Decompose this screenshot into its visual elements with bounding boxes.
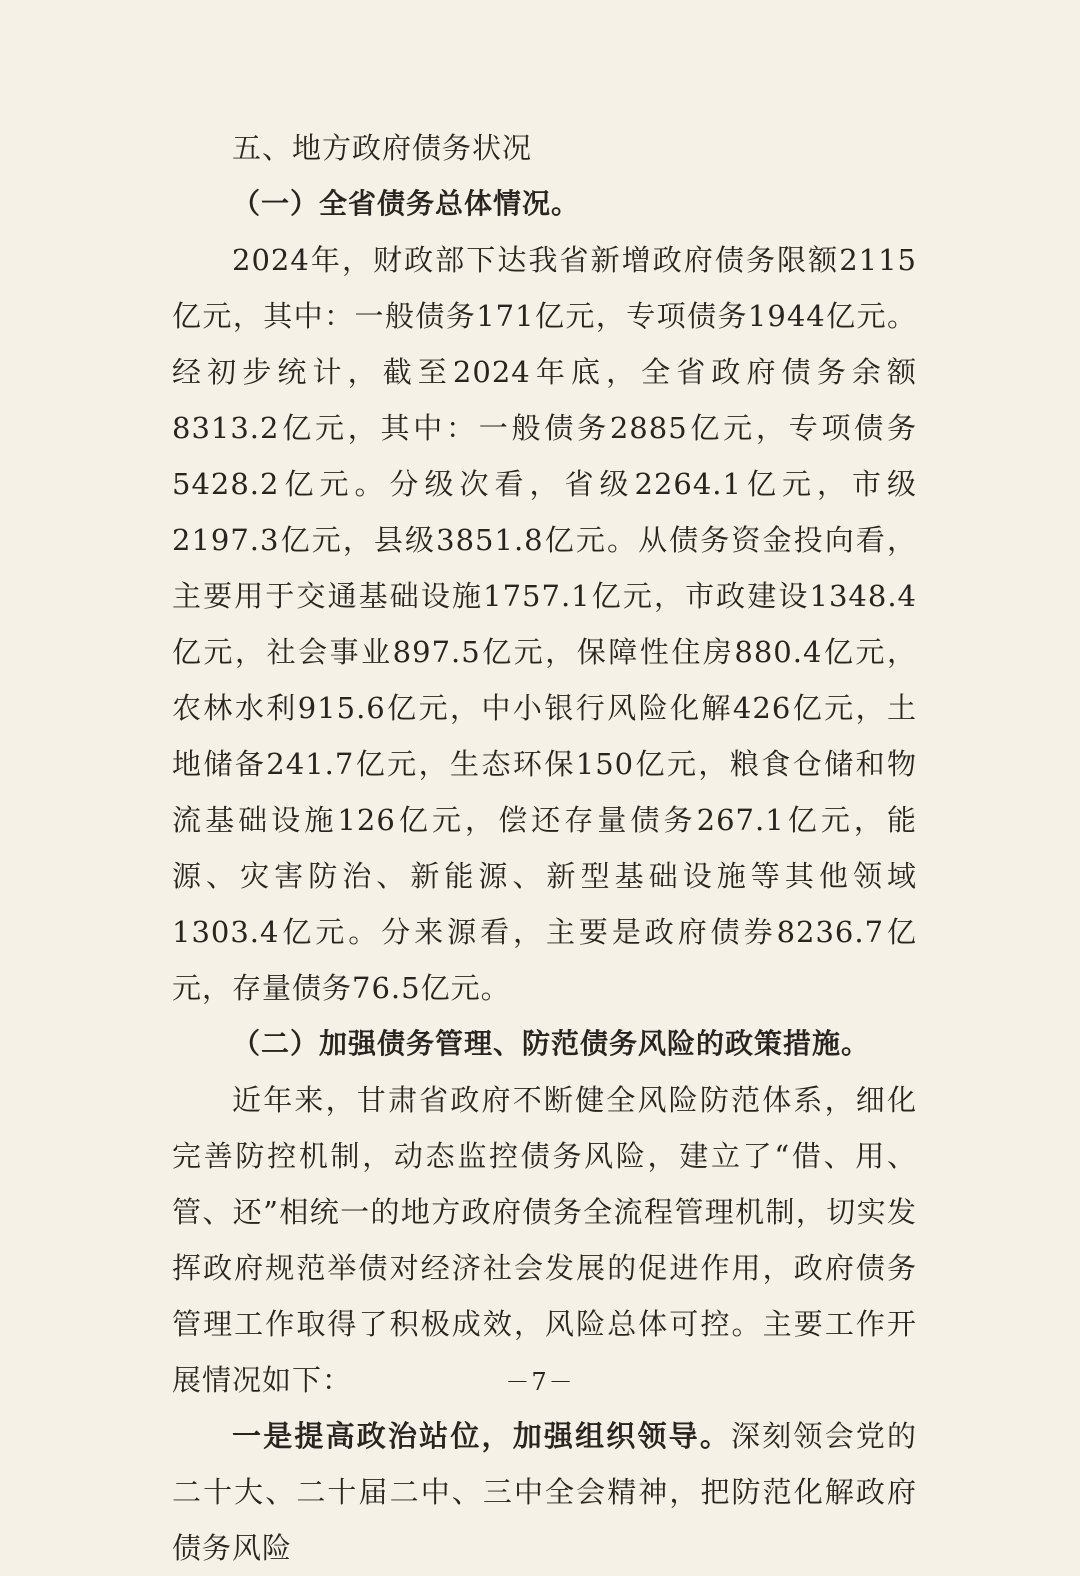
- item-1-lead: 一是提高政治站位，加强组织领导。: [232, 1419, 732, 1453]
- subsection-title-1: （一）全省债务总体情况。: [232, 187, 581, 220]
- page-number: －7－: [505, 1368, 575, 1396]
- item-1-text: 深刻领会党的二十大、二十届二中、三中全会精神，把防范化解政府债务风险: [172, 1419, 917, 1565]
- section-title: 五、地方政府债务状况: [232, 131, 533, 165]
- body-text: [172, 120, 917, 1576]
- subsection-title-2: （二）加强债务管理、防范债务风险的政策措施。: [232, 1027, 871, 1060]
- paragraph-item-1: [172, 1408, 917, 1576]
- paragraph-debt-overview: 2024年，财政部下达我省新增政府债务限额2115亿元，其中：一般债务171亿元，专项债务1944亿元。经初步统计，截至2024年底，全省政府债务余额8313.2亿元，其中：一般债务2885亿元，专项债务5428.2亿元。分级次看，省级2264.1亿元，市级2197.3亿元，县级3851.8亿元。从债务资金投向看，主要用于交通基础设施1757.1亿元，市政建设1348.4亿元，社会事业897.5亿元，保障性住房880.4亿元，农林水利915.6亿元，中小银行风险化解426亿元，土地储备241.7亿元，生态环保150亿元，粮食仓储和物流基础设施126亿元，偿还存量债务267.1亿元，能源、灾害防治、新能源、新型基础设施等其他领域1303.4亿元。分来源看，主要是政府债券8236.7亿元，存量债务76.5亿元。: [172, 243, 917, 1005]
- paragraph-policy-measures: 近年来，甘肃省政府不断健全风险防范体系，细化完善防控机制，动态监控债务风险，建立了“借、用、管、还”相统一的地方政府债务全流程管理机制，切实发挥政府规范举债对经济社会发展的促进作用，政府债务管理工作取得了积极成效，风险总体可控。主要工作开展情况如下：: [172, 1083, 917, 1397]
